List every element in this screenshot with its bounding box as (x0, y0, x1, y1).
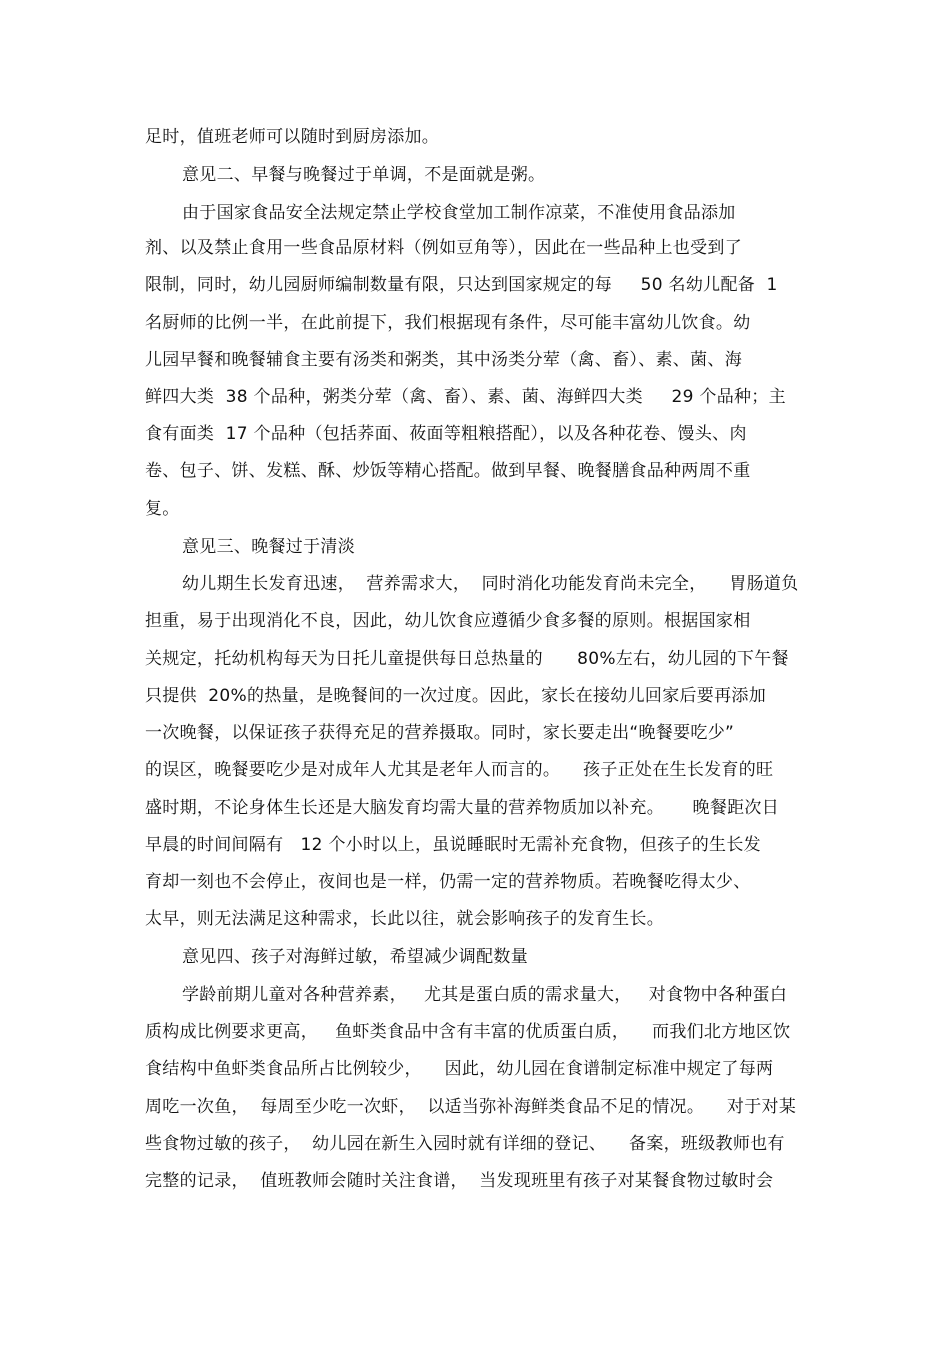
text-line: 剂、以及禁止食用一些食品原材料（例如豆角等），因此在一些品种上也受到了 (145, 238, 742, 258)
section-heading: 意见四、孩子对海鲜过敏，希望减少调配数量 (182, 947, 528, 967)
text-line: 儿园早餐和晚餐辅食主要有汤类和粥类，其中汤类分荤（禽、畜）、素、菌、海 (145, 350, 742, 370)
text-line: 早晨的时间间隔有 12 个小时以上，虽说睡眠时无需补充食物，但孩子的生长发 (145, 835, 761, 855)
text-line: 只提供 20%的热量，是晚餐间的一次过度。因此，家长在接幼儿回家后要再添加 (145, 686, 766, 706)
text-line: 幼儿期生长发育迅速， 营养需求大， 同时消化功能发育尚未完全， 胃肠道负 (182, 574, 799, 594)
text-line: 食有面类 17 个品种（包括荞面、莜面等粗粮搭配），以及各种花卷、馒头、肉 (145, 424, 747, 444)
text-line: 质构成比例要求更高， 鱼虾类食品中含有丰富的优质蛋白质， 而我们北方地区饮 (145, 1022, 791, 1042)
text-line: 周吃一次鱼， 每周至少吃一次虾， 以适当弥补海鲜类食品不足的情况。 对于对某 (145, 1097, 797, 1117)
text-line: 名厨师的比例一半，在此前提下，我们根据现有条件，尽可能丰富幼儿饮食。幼 (145, 313, 751, 333)
section-heading: 意见三、晚餐过于清淡 (182, 537, 355, 557)
text-line: 足时，值班老师可以随时到厨房添加。 (145, 127, 440, 147)
text-line: 育却一刻也不会停止，夜间也是一样，仍需一定的营养物质。若晚餐吃得太少、 (145, 872, 751, 892)
text-line: 关规定，托幼机构每天为日托儿童提供每日总热量的 80%左右，幼儿园的下午餐 (145, 649, 789, 669)
text-line: 卷、包子、饼、发糕、酥、炒饭等精心搭配。做到早餐、晚餐膳食品种两周不重 (145, 461, 751, 481)
text-line: 复。 (145, 499, 180, 519)
section-heading: 意见二、早餐与晚餐过于单调，不是面就是粥。 (182, 165, 546, 185)
text-line: 食结构中鱼虾类食品所占比例较少， 因此，幼儿园在食谱制定标准中规定了每两 (145, 1059, 774, 1079)
text-line: 担重，易于出现消化不良，因此，幼儿饮食应遵循少食多餐的原则。根据国家相 (145, 611, 751, 631)
text-line: 盛时期，不论身体生长还是大脑发育均需大量的营养物质加以补充。 晚餐距次日 (145, 798, 780, 818)
text-line: 完整的记录， 值班教师会随时关注食谱， 当发现班里有孩子对某餐食物过敏时会 (145, 1171, 774, 1191)
text-line: 限制，同时，幼儿园厨师编制数量有限，只达到国家规定的每 50 名幼儿配备 1 (145, 275, 778, 295)
text-line: 的误区，晚餐要吃少是对成年人尤其是老年人而言的。 孩子正处在生长发育的旺 (145, 760, 774, 780)
text-line: 学龄前期儿童对各种营养素， 尤其是蛋白质的需求量大， 对食物中各种蛋白 (182, 985, 788, 1005)
text-line: 一次晚餐，以保证孩子获得充足的营养摄取。同时，家长要走出“晚餐要吃少” (145, 723, 735, 743)
text-line: 鲜四大类 38 个品种，粥类分荤（禽、畜）、素、菌、海鲜四大类 29 个品种；主 (145, 387, 786, 407)
text-line: 些食物过敏的孩子， 幼儿园在新生入园时就有详细的登记、 备案，班级教师也有 (145, 1134, 785, 1154)
text-line: 由于国家食品安全法规定禁止学校食堂加工制作凉菜，不准使用食品添加 (182, 203, 736, 223)
text-line: 太早，则无法满足这种需求，长此以往，就会影响孩子的发育生长。 (145, 909, 664, 929)
